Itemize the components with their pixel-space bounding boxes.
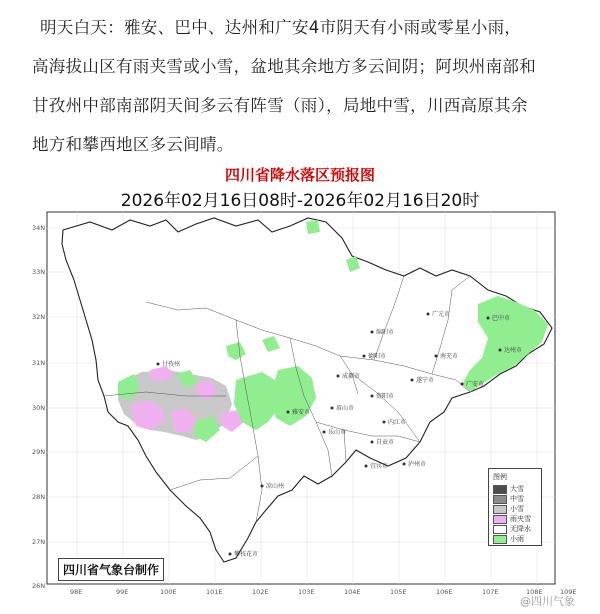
svg-text:107E: 107E <box>482 588 499 596</box>
svg-text:105E: 105E <box>390 588 407 596</box>
svg-text:31N: 31N <box>32 359 46 367</box>
svg-text:攀枝花市: 攀枝花市 <box>234 551 259 558</box>
forecast-line-1: 明天白天：雅安、巴中、达州和广安4市阴天有小雨或零星小雨， <box>40 18 522 37</box>
legend-item-sleet: 雨夹雪 <box>493 514 539 523</box>
legend-item-light-rain: 小雨 <box>493 534 539 543</box>
svg-text:广安市: 广安市 <box>466 381 485 388</box>
svg-text:自贡市: 自贡市 <box>376 439 395 446</box>
svg-text:103E: 103E <box>298 588 315 596</box>
svg-text:26N: 26N <box>32 582 46 590</box>
legend-title: 图例 <box>493 473 507 481</box>
map-credit: 四川省气象台制作 <box>58 558 164 581</box>
svg-text:宜宾市: 宜宾市 <box>370 463 389 470</box>
legend-swatch <box>493 535 507 544</box>
svg-text:内江市: 内江市 <box>388 419 407 426</box>
legend-item-heavy-snow: 大雪 <box>493 484 539 493</box>
precipitation-map <box>0 160 600 614</box>
lat-ticks <box>32 224 45 590</box>
svg-text:104E: 104E <box>344 588 361 596</box>
svg-text:106E: 106E <box>436 588 453 596</box>
svg-text:雅安市: 雅安市 <box>292 409 311 416</box>
legend-swatch <box>493 485 507 494</box>
svg-text:102E: 102E <box>252 588 269 596</box>
svg-text:28N: 28N <box>32 493 46 501</box>
svg-text:绵阳市: 绵阳市 <box>376 329 395 336</box>
svg-text:98E: 98E <box>70 588 83 596</box>
lon-ticks <box>70 588 577 596</box>
svg-text:108E: 108E <box>526 588 543 596</box>
svg-text:101E: 101E <box>206 588 223 596</box>
legend-item-moderate-snow: 中雪 <box>493 494 539 503</box>
svg-text:凉山州: 凉山州 <box>266 483 285 490</box>
forecast-text <box>0 0 600 158</box>
forecast-line-4: 地方和攀西地区多云间晴。 <box>32 135 234 154</box>
forecast-line-3: 甘孜州中部南部阴天间多云有阵雪（雨），局地中雪，川西高原其余 <box>32 96 528 115</box>
svg-text:泸州市: 泸州市 <box>408 461 427 468</box>
legend-swatch <box>493 505 507 514</box>
svg-text:34N: 34N <box>32 224 46 232</box>
legend-swatch <box>493 515 507 524</box>
map-legend <box>488 468 542 546</box>
legend-item-no-precip: 无降水 <box>493 524 539 533</box>
map-subtitle: 2026年02月16日08时-2026年02月16日20时 <box>120 191 480 211</box>
map-title: 四川省降水落区预报图 <box>224 166 375 184</box>
svg-text:巴中市: 巴中市 <box>492 315 511 322</box>
svg-text:29N: 29N <box>32 448 46 456</box>
svg-text:32N: 32N <box>32 313 46 321</box>
svg-text:100E: 100E <box>160 588 177 596</box>
forecast-line-2: 高海拔山区有雨夹雪或小雪，盆地其余地方多云间阴；阿坝州南部和 <box>32 57 536 76</box>
svg-text:遂宁市: 遂宁市 <box>416 377 435 384</box>
svg-text:30N: 30N <box>32 404 46 412</box>
svg-text:南充市: 南充市 <box>440 353 459 360</box>
svg-text:达州市: 达州市 <box>504 347 523 354</box>
watermark: @四川气象 <box>520 595 575 608</box>
legend-swatch <box>493 525 507 534</box>
svg-text:眉山市: 眉山市 <box>336 405 355 412</box>
svg-text:99E: 99E <box>116 588 129 596</box>
svg-text:资阳市: 资阳市 <box>376 393 395 400</box>
svg-text:109E: 109E <box>560 588 577 596</box>
legend-item-light-snow: 小雪 <box>493 504 539 513</box>
svg-text:27N: 27N <box>32 538 46 546</box>
legend-swatch <box>493 495 507 504</box>
svg-text:33N: 33N <box>32 268 46 276</box>
svg-text:甘孜州: 甘孜州 <box>162 361 181 368</box>
svg-text:成都市: 成都市 <box>342 373 361 380</box>
svg-text:广元市: 广元市 <box>432 311 451 318</box>
svg-text:乐山市: 乐山市 <box>328 429 347 436</box>
svg-text:德阳市: 德阳市 <box>368 353 387 360</box>
